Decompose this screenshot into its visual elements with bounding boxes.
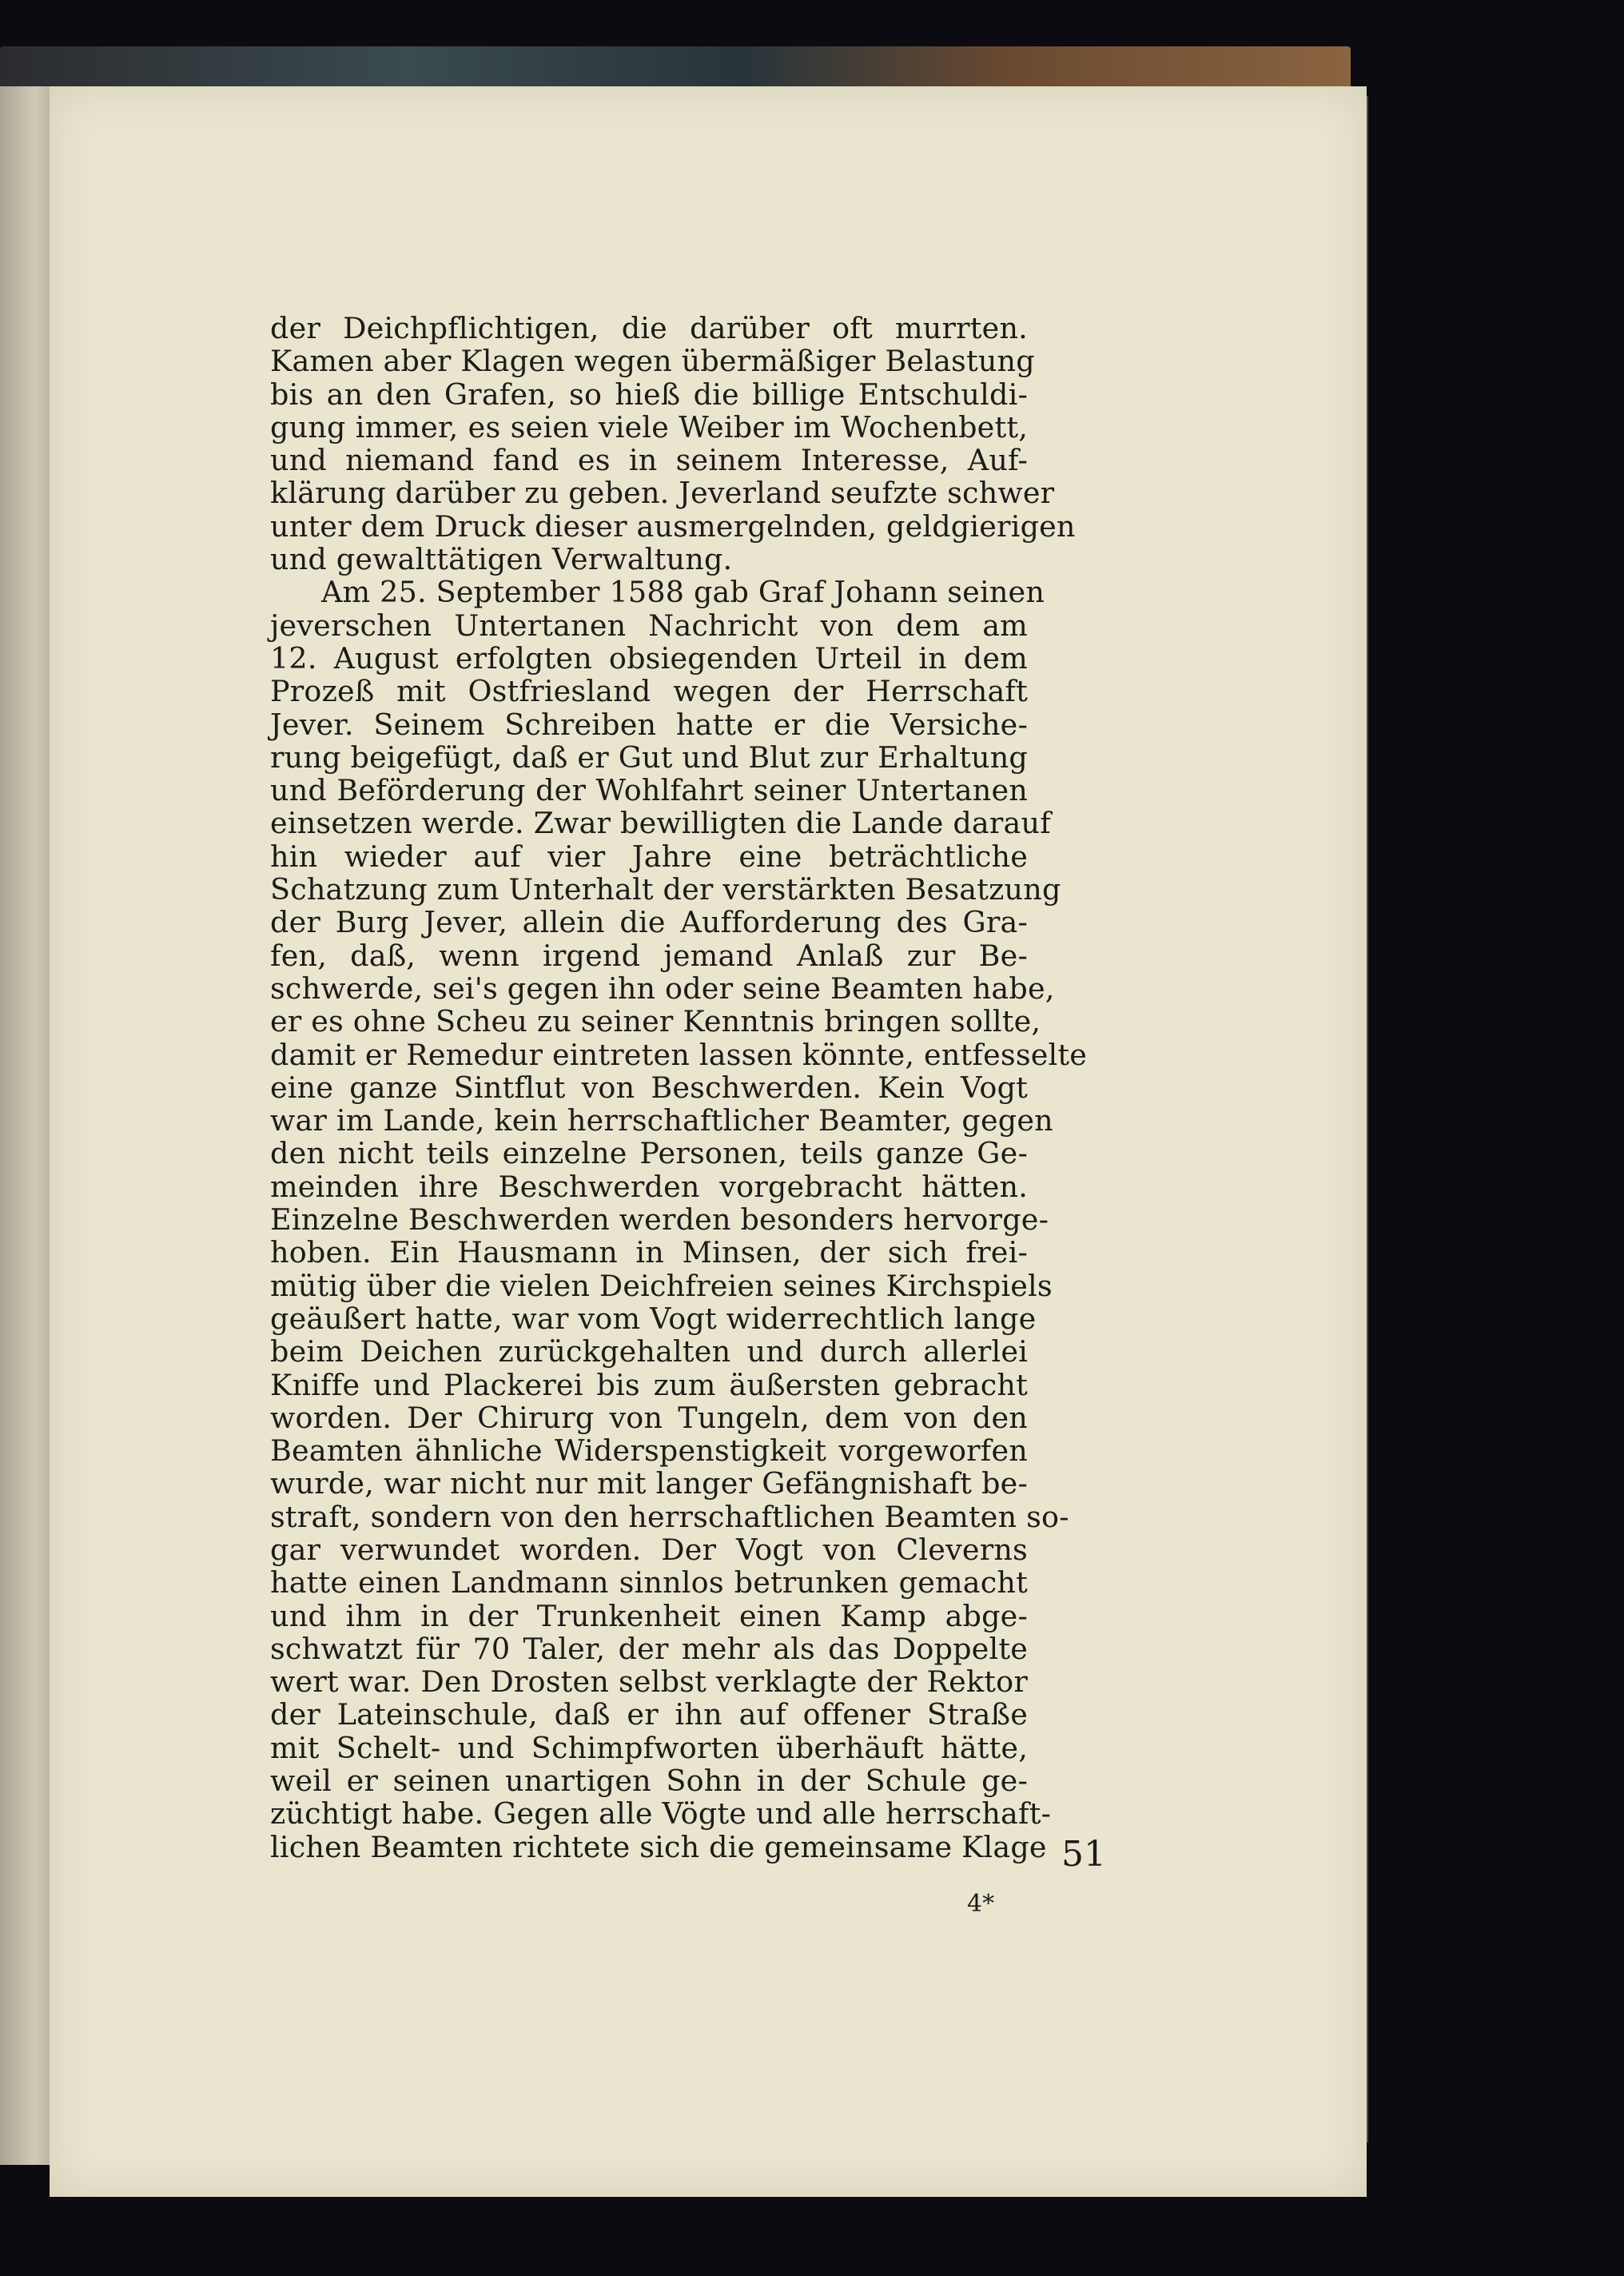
text-line: hatte einen Landmann sinnlos betrunken gemacht	[270, 1565, 1028, 1600]
text-line: gung immer, es seien viele Weiber im Wochenbett,	[270, 409, 1028, 444]
text-line: Am 25. September 1588 gab Graf Johann seinen	[321, 575, 1045, 610]
text-line: meinden ihre Beschwerden vorgebracht hätten.	[270, 1169, 1028, 1204]
text-line: war im Lande, kein herrschaftlicher Beamter, gegen	[270, 1103, 1053, 1138]
text-line: der Lateinschule, daß er ihn auf offener Straße	[270, 1697, 1028, 1732]
text-line: klärung darüber zu geben. Jeverland seufzte schwer	[270, 476, 1055, 511]
text-line: wert war. Den Drosten selbst verklagte der Rektor	[270, 1664, 1028, 1700]
text-line: Jever. Seinem Schreiben hatte er die Versiche-	[270, 707, 1028, 742]
left-page-edge	[0, 86, 52, 2165]
text-line: schwatzt für 70 Taler, der mehr als das Doppelte	[270, 1631, 1028, 1666]
text-line: er es ohne Scheu zu seiner Kenntnis bringen sollte,	[270, 1004, 1041, 1039]
text-line: rung beigefügt, daß er Gut und Blut zur Erhaltung	[270, 739, 1028, 775]
text-line: mit Schelt- und Schimpfworten überhäuft hätte,	[270, 1730, 1028, 1765]
text-line: fen, daß, wenn irgend jemand Anlaß zur Be-	[270, 938, 1028, 973]
text-line: bis an den Grafen, so hieß die billige Entschuldi-	[270, 377, 1028, 412]
text-line: straft, sondern von den herrschaftlichen Beamten so-	[270, 1499, 1069, 1534]
text-line: den nicht teils einzelne Personen, teils ganze Ge-	[270, 1136, 1028, 1171]
text-line: hoben. Ein Hausmann in Minsen, der sich frei-	[270, 1235, 1028, 1270]
text-line: und niemand fand es in seinem Interesse, Auf-	[270, 443, 1028, 478]
page-number: 51	[1061, 1834, 1106, 1875]
text-line: geäußert hatte, war vom Vogt widerrechtlich lange	[270, 1301, 1037, 1336]
text-line: und ihm in der Trunkenheit einen Kamp abge-	[270, 1598, 1028, 1633]
text-line: mütig über die vielen Deichfreien seines Kirchspiels	[270, 1268, 1053, 1303]
text-line: und gewalttätigen Verwaltung.	[270, 542, 733, 577]
text-line: und Beförderung der Wohlfahrt seiner Untertanen	[270, 773, 1028, 808]
text-line: gar verwundet worden. Der Vogt von Cleverns	[270, 1532, 1028, 1567]
text-line: der Burg Jever, allein die Aufforderung des Gra-	[270, 905, 1028, 940]
text-line: Einzelne Beschwerden werden besonders hervorge-	[270, 1202, 1049, 1238]
text-line: beim Deichen zurückgehalten und durch allerlei	[270, 1334, 1028, 1369]
text-line: weil er seinen unartigen Sohn in der Schule ge-	[270, 1764, 1028, 1799]
text-line: schwerde, sei's gegen ihn oder seine Beamten habe,	[270, 971, 1055, 1006]
text-line: eine ganze Sintflut von Beschwerden. Kein Vogt	[270, 1070, 1028, 1105]
text-line: Prozeß mit Ostfriesland wegen der Herrschaft	[270, 674, 1028, 709]
text-line: 12. August erfolgten obsiegenden Urteil in dem	[270, 640, 1028, 676]
text-line: jeverschen Untertanen Nachricht von dem am	[270, 608, 1028, 643]
text-line: einsetzen werde. Zwar bewilligten die Lande darauf	[270, 806, 1051, 841]
text-line: Kniffe und Plackerei bis zum äußersten gebracht	[270, 1367, 1028, 1402]
text-line: damit er Remedur eintreten lassen könnte, entfesselte	[270, 1037, 1088, 1072]
text-line: züchtigt habe. Gegen alle Vögte und alle herrschaft-	[270, 1796, 1052, 1832]
text-line: worden. Der Chirurg von Tungeln, dem von den	[270, 1400, 1028, 1435]
signature-mark: 4*	[967, 1890, 995, 1918]
text-line: wurde, war nicht nur mit langer Gefängnishaft be-	[270, 1466, 1028, 1501]
body-text	[270, 311, 1088, 1864]
text-line: hin wieder auf vier Jahre eine beträchtliche	[270, 839, 1028, 874]
text-line: unter dem Druck dieser ausmergelnden, geldgierigen	[270, 508, 1076, 544]
text-line: Beamten ähnliche Widerspenstigkeit vorgeworfen	[270, 1433, 1028, 1469]
text-line: Schatzung zum Unterhalt der verstärkten Besatzung	[270, 872, 1061, 907]
text-line: lichen Beamten richtete sich die gemeinsame Klage	[270, 1829, 1047, 1864]
text-line: der Deichpflichtigen, die darüber oft murrten.	[270, 311, 1028, 345]
text-line: Kamen aber Klagen wegen übermäßiger Belastung	[270, 344, 1035, 379]
